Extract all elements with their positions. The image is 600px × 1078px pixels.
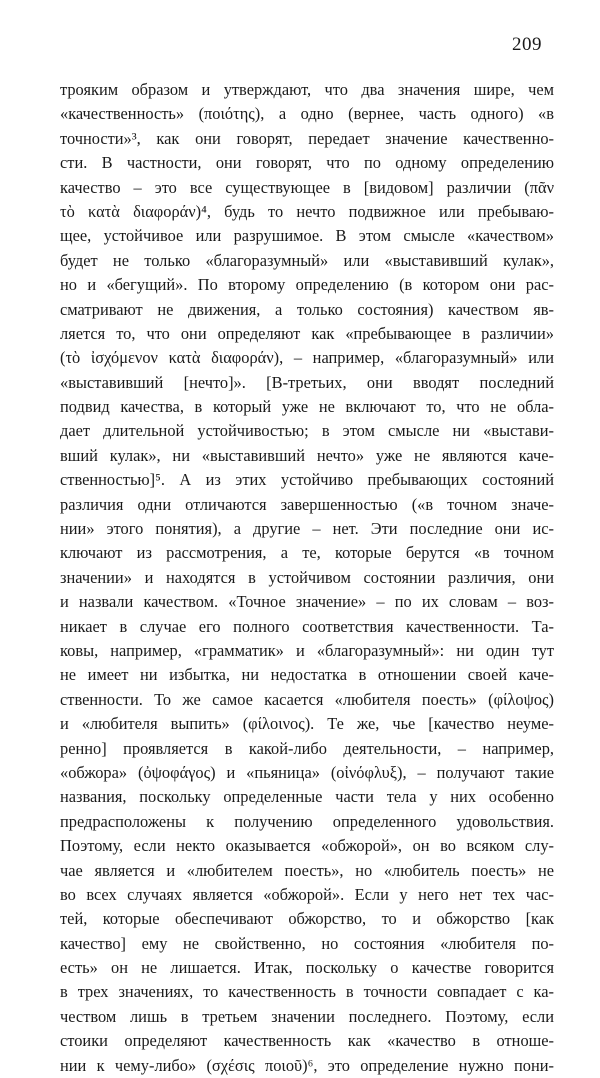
text-line: сти. В частности, они говорят, что по одному определению: [60, 153, 554, 173]
text-line: названия, поскольку определенные части тела у них особенно: [60, 787, 554, 807]
text-line: «качественность» (ποιότης), а одно (вернее, часть одного) «в: [60, 104, 554, 124]
text-line: в трех значениях, то качественность в точности совпадает с ка-: [60, 982, 554, 1002]
text-line: ковы, например, «грамматик» и «благоразумный»: ни один тут: [60, 640, 554, 660]
text-line: τὸ κατὰ διαφοράν)⁴, будь то нечто подвижное или пребываю-: [60, 201, 554, 221]
text-line: ключают из рассмотрения, а те, которые берутся «в точном: [60, 543, 554, 563]
text-line: сматривают не движения, а только состояния) качеством яв-: [60, 299, 554, 319]
text-line: (τὸ ἰσχόμενον κατὰ διαφοράν), – например, «благоразумный» или: [60, 348, 554, 368]
text-line: нии к чему-либо» (σχέσις ποιοῦ)⁶, это определение нужно пони-: [60, 1055, 554, 1075]
text-line: качество] ему не свойственно, но состояния «любителя по-: [60, 933, 554, 953]
text-line: трояким образом и утверждают, что два значения шире, чем: [60, 80, 554, 99]
text-line: различия одни отличаются завершенностью («в точном значе-: [60, 494, 554, 514]
text-line: чае является и «любителем поесть», но «любитель поесть» не: [60, 860, 554, 880]
text-line: и назвали качеством. «Точное значение» – по их словам – воз-: [60, 592, 554, 612]
text-line: подвид качества, в который уже не включают то, что не обла-: [60, 397, 554, 417]
text-line: будет не только «благоразумный» или «выставивший кулак»,: [60, 250, 554, 270]
text-line: ственности. То же самое касается «любителя поесть» (φίλοψος): [60, 689, 554, 709]
text-line: вший кулак», ни «выставивший нечто» уже не являются каче-: [60, 445, 554, 465]
text-line: тей, которые обеспечивают обжорство, то и обжорство [как: [60, 909, 554, 929]
text-line: есть» он не лишается. Итак, поскольку о качестве говорится: [60, 958, 554, 978]
text-line: чеством лишь в третьем значении последнего. Поэтому, если: [60, 1006, 554, 1026]
text-line: не имеет ни избытка, ни недостатка в отношении своей каче-: [60, 665, 554, 685]
text-line: дает длительной устойчивостью; в этом смысле ни «выстави-: [60, 421, 554, 441]
page-number: 209: [512, 34, 542, 55]
text-line: ренно] проявляется в какой-либо деятельности, – например,: [60, 738, 554, 758]
text-line: стоики определяют качественность как «качество в отноше-: [60, 1031, 554, 1051]
text-line: и «любителя выпить» (φίλοινος). Те же, чье [качество неуме-: [60, 714, 554, 734]
text-line: но и «бегущий». По второму определению (в котором они рас-: [60, 275, 554, 295]
text-line: щее, устойчивое или разрушимое. В этом смысле «качеством»: [60, 226, 554, 246]
text-line: предрасположены к получению определенного удовольствия.: [60, 811, 554, 831]
text-line: точности»³, как они говорят, передает значение качественно-: [60, 128, 554, 148]
text-line: ляется то, что они определяют как «пребывающее в различии»: [60, 323, 554, 343]
text-line: нии» этого понятия), а другие – нет. Эти последние они ис-: [60, 519, 554, 539]
text-line: Поэтому, если некто оказывается «обжорой», он во всяком слу-: [60, 836, 554, 856]
body-text: [60, 78, 554, 1078]
text-line: качество – это все существующее в [видовом] различии (πᾶν: [60, 177, 554, 197]
text-line: никает в случае его полного соответствия качественности. Та-: [60, 616, 554, 636]
text-line: во всех случаях является «обжорой». Если у него нет тех час-: [60, 884, 554, 904]
text-line: «обжора» (ὀψοφάγος) и «пьяница» (οἰνόφλυξ), – получают такие: [60, 762, 554, 782]
text-line: «выставивший [нечто]». [В-третьих, они вводят последний: [60, 372, 554, 392]
text-line: значении» и находятся в устойчивом состоянии различия, они: [60, 567, 554, 587]
text-line: ственностью]⁵. А из этих устойчиво пребывающих состояний: [60, 470, 554, 490]
